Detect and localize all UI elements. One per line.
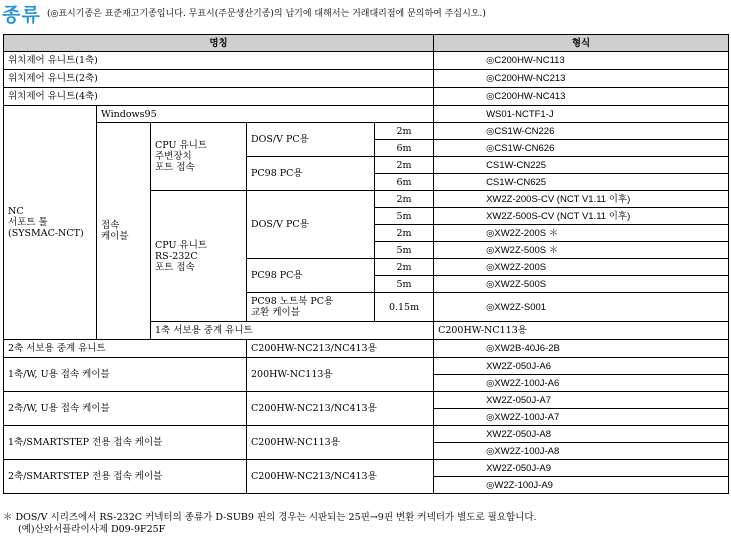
periph-dosv-6m-length: 6m: [375, 140, 434, 157]
windows95-label: Windows95: [97, 106, 434, 123]
rs-pc98-5m-length: 5m: [375, 276, 434, 293]
periph-dosv-6m-model: ◎CS1W-CN626: [434, 140, 729, 157]
wu-2axis-name: 2축/W, U용 접속 케이블: [4, 392, 247, 426]
smartstep-1axis-name: 1축/SMARTSTEP 전용 접속 케이블: [4, 426, 247, 460]
wu-1axis-model-a: XW2Z-050J-A6: [434, 358, 729, 375]
cpu-rs232c-port-label: [151, 191, 247, 322]
unit-2axis-model: ◎C200HW-NC213: [434, 70, 729, 88]
rs-pc98-label: PC98 PC용: [247, 259, 375, 293]
smartstep-1axis-model-a: XW2Z-050J-A8: [434, 426, 729, 443]
cpu-periph-line2: 주변장치: [155, 151, 192, 162]
smartstep-2axis-model-b: ◎W2Z-100J-A9: [434, 477, 729, 494]
wu-2axis-model-b: ◎XW2Z-100J-A7: [434, 409, 729, 426]
product-table: [3, 34, 729, 494]
footnote: [3, 512, 537, 536]
page-header: [0, 0, 731, 24]
unit-4axis-model: ◎C200HW-NC413: [434, 88, 729, 106]
footnote-line2: (예)산와서플라이사제 D09-9F25F: [18, 524, 166, 535]
rs-pc98-notebook-model: ◎XW2Z-S001: [434, 293, 729, 322]
rs-dosv-label: DOS/V PC용: [247, 191, 375, 259]
relay-1axis-name: 1축 서보용 중계 유니트: [151, 322, 434, 340]
nc-support-tool-name: [4, 106, 97, 340]
rs-dosv-2m-cv-model: XW2Z-200S-CV (NCT V1.11 이후): [434, 191, 729, 208]
smartstep-1axis-target: C200HW-NC113용: [247, 426, 434, 460]
cpu-rs-line1: CPU 유니트: [155, 239, 208, 251]
pc98-note-line2: 교환 케이블: [251, 307, 300, 318]
periph-dosv-label: DOS/V PC용: [247, 123, 375, 157]
connection-cable-label: [97, 123, 151, 340]
pc98-note-line1: PC98 노트북 PC용: [251, 296, 334, 307]
periph-pc98-6m-length: 6m: [375, 174, 434, 191]
rs-dosv-5m-cv-model: XW2Z-500S-CV (NCT V1.11 이후): [434, 208, 729, 225]
smartstep-2axis-name: 2축/SMARTSTEP 전용 접속 케이블: [4, 460, 247, 494]
wu-2axis-target: C200HW-NC213/NC413용: [247, 392, 434, 426]
periph-dosv-2m-model: ◎CS1W-CN226: [434, 123, 729, 140]
rs-pc98-5m-model: ◎XW2Z-500S: [434, 276, 729, 293]
periph-dosv-2m-length: 2m: [375, 123, 434, 140]
relay-2axis-name: 2축 서보용 중계 유니트: [4, 340, 247, 358]
cpu-rs-line3: 포트 접속: [155, 261, 195, 273]
rs-dosv-5m-cv-length: 5m: [375, 208, 434, 225]
smartstep-2axis-target: C200HW-NC213/NC413용: [247, 460, 434, 494]
header-name: 명칭: [4, 35, 434, 52]
unit-4axis-name: 위치제어 유니트(4축): [4, 88, 434, 106]
windows95-model: WS01-NCTF1-J: [434, 106, 729, 123]
unit-2axis-name: 위치제어 유니트(2축): [4, 70, 434, 88]
wu-1axis-target: 200HW-NC113용: [247, 358, 434, 392]
rs-dosv-2m-model: ◎XW2Z-200S ＊: [434, 225, 729, 242]
header-model: 형식: [434, 35, 729, 52]
wu-1axis-name: 1축/W, U용 접속 케이블: [4, 358, 247, 392]
cable-line2: 케이블: [101, 231, 129, 242]
unit-1axis-name: 위치제어 유니트(1축): [4, 52, 434, 70]
rs-dosv-2m-cv-length: 2m: [375, 191, 434, 208]
periph-pc98-label: PC98 PC용: [247, 157, 375, 191]
cable-line1: 접속: [101, 220, 120, 231]
rs-dosv-5m-length: 5m: [375, 242, 434, 259]
relay-1axis-target: C200HW-NC113용: [434, 322, 729, 340]
relay-2axis-target: C200HW-NC213/NC413용: [247, 340, 434, 358]
stock-note: (◎표시기종은 표준재고기종입니다. 무표시(주문생산기종)의 납기에 대해서는 거래대리점에 문의하여 주십시오.): [47, 9, 486, 19]
periph-pc98-2m-length: 2m: [375, 157, 434, 174]
rs-dosv-5m-model: ◎XW2Z-500S ＊: [434, 242, 729, 259]
rs-pc98-2m-model: ◎XW2Z-200S: [434, 259, 729, 276]
cpu-peripheral-port-label: [151, 123, 247, 191]
wu-2axis-model-a: XW2Z-050J-A7: [434, 392, 729, 409]
smartstep-1axis-model-b: ◎XW2Z-100J-A8: [434, 443, 729, 460]
periph-pc98-2m-model: CS1W-CN225: [434, 157, 729, 174]
footnote-line1: ＊ DOS/V 시리즈에서 RS-232C 커넥터의 종류가 D-SUB9 핀의 경우는 시판되는 25핀→9핀 변환 커넥터가 별도로 필요합니다.: [3, 512, 537, 523]
rs-dosv-2m-length: 2m: [375, 225, 434, 242]
rs-pc98-notebook-label: [247, 293, 375, 322]
cpu-rs-line2: RS-232C: [155, 250, 198, 262]
nc-tool-line2: 서포트 툴: [8, 217, 48, 228]
unit-1axis-model: ◎C200HW-NC113: [434, 52, 729, 70]
rs-pc98-2m-length: 2m: [375, 259, 434, 276]
cpu-periph-line1: CPU 유니트: [155, 140, 208, 151]
wu-1axis-model-b: ◎XW2Z-100J-A6: [434, 375, 729, 392]
relay-2axis-model: ◎XW2B-40J6-2B: [434, 340, 729, 358]
cpu-periph-line3: 포트 접속: [155, 162, 195, 173]
page-title: 종류: [2, 4, 41, 26]
nc-tool-line1: NC: [8, 206, 24, 217]
smartstep-2axis-model-a: XW2Z-050J-A9: [434, 460, 729, 477]
nc-tool-line3: (SYSMAC-NCT): [8, 228, 84, 239]
periph-pc98-6m-model: CS1W-CN625: [434, 174, 729, 191]
rs-pc98-notebook-length: 0.15m: [375, 293, 434, 322]
